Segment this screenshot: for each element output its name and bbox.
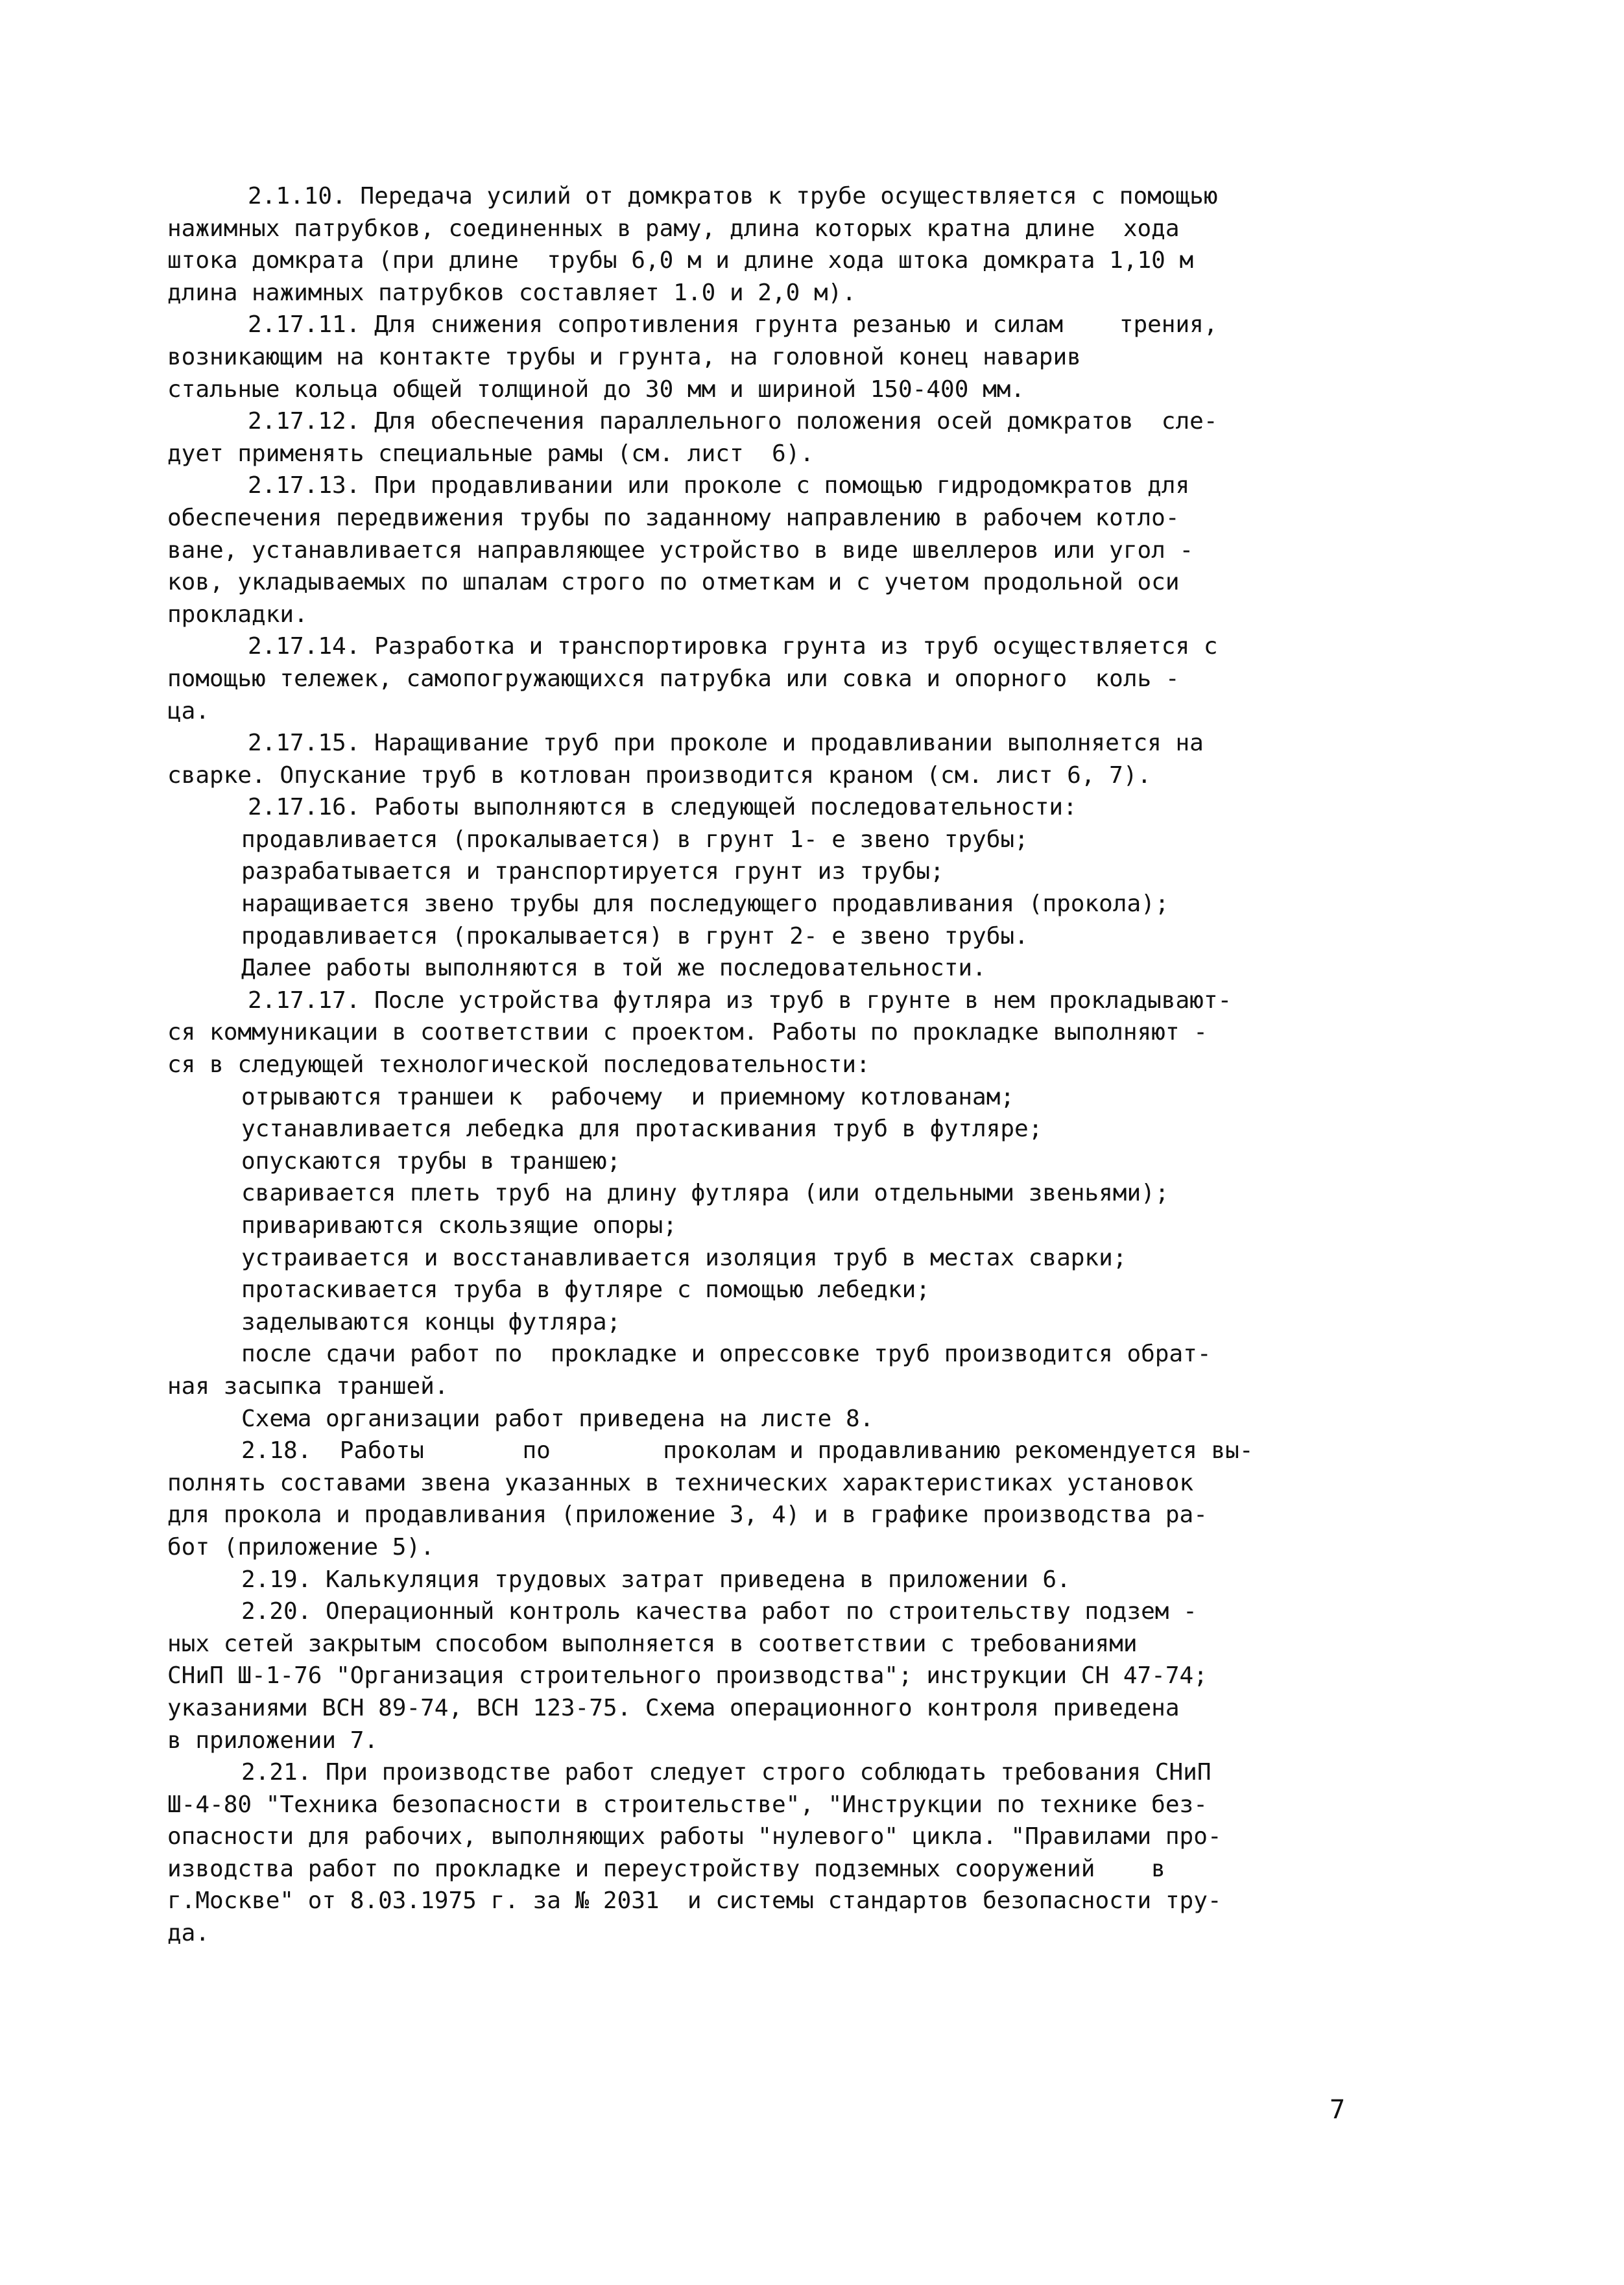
- text-line: изводства работ по прокладке и переустройству подземных сооружений в: [167, 1855, 1165, 1882]
- text-line: 2.21. При производстве работ следует строго соблюдать требования СНиП: [241, 1759, 1212, 1786]
- text-line: г.Москве" от 8.03.1975 г. за № 2031 и системы стандартов безопасности тру-: [167, 1887, 1222, 1915]
- text-line: продавливается (прокалывается) в грунт 2- е звено трубы.: [241, 922, 1029, 950]
- text-line: 2.17.17. После устройства футляра из труб в грунте в нем прокладывают-: [248, 987, 1232, 1014]
- text-line: 2.17.13. При продавливании или проколе с помощью гидродомкратов для: [248, 472, 1190, 499]
- document-body: [167, 180, 1375, 1950]
- text-line: штока домкрата (при длине трубы 6,0 м и длине хода штока домкрата 1,10 м: [167, 247, 1194, 274]
- text-line: возникающим на контакте трубы и грунта, на головной конец наварив: [167, 343, 1081, 370]
- text-line: заделываются концы футляра;: [241, 1308, 621, 1335]
- text-line: для прокола и продавливания (приложение 3, 4) и в графике производства ра-: [167, 1501, 1208, 1529]
- text-line: опасности для рабочих, выполняющих работы "нулевого" цикла. "Правилами про-: [167, 1823, 1222, 1850]
- text-line: опускаются трубы в траншею;: [241, 1147, 621, 1175]
- text-line: отрываются траншеи к рабочему и приемному котлованам;: [241, 1083, 1015, 1110]
- text-line: стальные кольца общей толщиной до 30 мм и шириной 150-400 мм.: [167, 376, 1025, 403]
- text-line: после сдачи работ по прокладке и опрессовке труб производится обрат-: [241, 1341, 1212, 1368]
- text-line: ване, устанавливается направляющее устройство в виде швеллеров или угол -: [167, 536, 1194, 564]
- text-line: 2.17.11. Для снижения сопротивления грунта резанью и силам трения,: [248, 311, 1218, 339]
- text-line: указаниями ВСН 89-74, ВСН 123-75. Схема операционного контроля приведена: [167, 1694, 1180, 1721]
- text-line: сварке. Опускание труб в котлован производится краном (см. лист 6, 7).: [167, 761, 1152, 789]
- text-line: бот (приложение 5).: [167, 1533, 435, 1561]
- text-line: помощью тележек, самопогружающихся патрубка или совка и опорного коль -: [167, 665, 1180, 692]
- text-line: 2.18. Работы по проколам и продавливанию рекомендуется вы-: [241, 1437, 1254, 1465]
- text-line: 2.17.16. Работы выполняются в следующей последовательности:: [248, 794, 1077, 821]
- text-line: обеспечения передвижения трубы по заданному направлению в рабочем котло-: [167, 504, 1180, 531]
- text-line: полнять составами звена указанных в технических характеристиках установок: [167, 1469, 1194, 1496]
- text-line: Далее работы выполняются в той же последовательности.: [241, 955, 986, 982]
- text-line: СНиП Ш-1-76 "Организация строительного производства"; инструкции СН 47-74;: [167, 1662, 1208, 1690]
- text-line: прокладки.: [167, 601, 308, 628]
- text-line: устраивается и восстанавливается изоляция труб в местах сварки;: [241, 1244, 1127, 1271]
- text-line: привариваются скользящие опоры;: [241, 1212, 677, 1239]
- page-number: 7: [1329, 2095, 1346, 2125]
- text-line: ная засыпка траншей.: [167, 1372, 449, 1400]
- text-line: длина нажимных патрубков составляет 1.0 и 2,0 м).: [167, 279, 857, 306]
- text-line: нажимных патрубков, соединенных в раму, длина которых кратна длине хода: [167, 215, 1180, 242]
- text-line: дует применять специальные рамы (см. лист 6).: [167, 440, 814, 467]
- text-line: 2.17.14. Разработка и транспортировка грунта из труб осуществляется с: [248, 633, 1218, 660]
- text-line: 2.17.15. Наращивание труб при проколе и продавливании выполняется на: [248, 730, 1204, 757]
- text-line: ся в следующей технологической последовательности:: [167, 1051, 870, 1079]
- text-line: 2.1.10. Передача усилий от домкратов к трубе осуществляется с помощью: [248, 183, 1218, 209]
- text-line: Ш-4-80 "Техника безопасности в строительстве", "Инструкции по технике без-: [167, 1791, 1208, 1818]
- text-line: разрабатывается и транспортируется грунт из трубы;: [241, 858, 944, 885]
- text-line: да.: [167, 1920, 210, 1947]
- text-line: Схема организации работ приведена на листе 8.: [241, 1405, 874, 1432]
- text-line: ца.: [167, 697, 210, 724]
- text-line: сваривается плеть труб на длину футляра (или отдельными звеньями);: [241, 1180, 1169, 1207]
- text-line: ных сетей закрытым способом выполняется в соответствии с требованиями: [167, 1630, 1138, 1657]
- text-line: ся коммуникации в соответствии с проектом. Работы по прокладке выполняют -: [167, 1019, 1208, 1046]
- text-line: наращивается звено трубы для последующего продавливания (прокола);: [241, 891, 1169, 918]
- text-line: ков, укладываемых по шпалам строго по отметкам и с учетом продольной оси: [167, 569, 1180, 596]
- text-line: 2.19. Калькуляция трудовых затрат приведена в приложении 6.: [241, 1566, 1071, 1593]
- text-line: продавливается (прокалывается) в грунт 1- е звено трубы;: [241, 826, 1029, 853]
- text-line: 2.17.12. Для обеспечения параллельного положения осей домкратов сле-: [248, 408, 1218, 435]
- text-line: протаскивается труба в футляре с помощью лебедки;: [241, 1276, 931, 1304]
- text-line: 2.20. Операционный контроль качества работ по строительству подзем -: [241, 1598, 1197, 1625]
- text-line: устанавливается лебедка для протаскивания труб в футляре;: [241, 1116, 1043, 1143]
- text-line: в приложении 7.: [167, 1727, 379, 1754]
